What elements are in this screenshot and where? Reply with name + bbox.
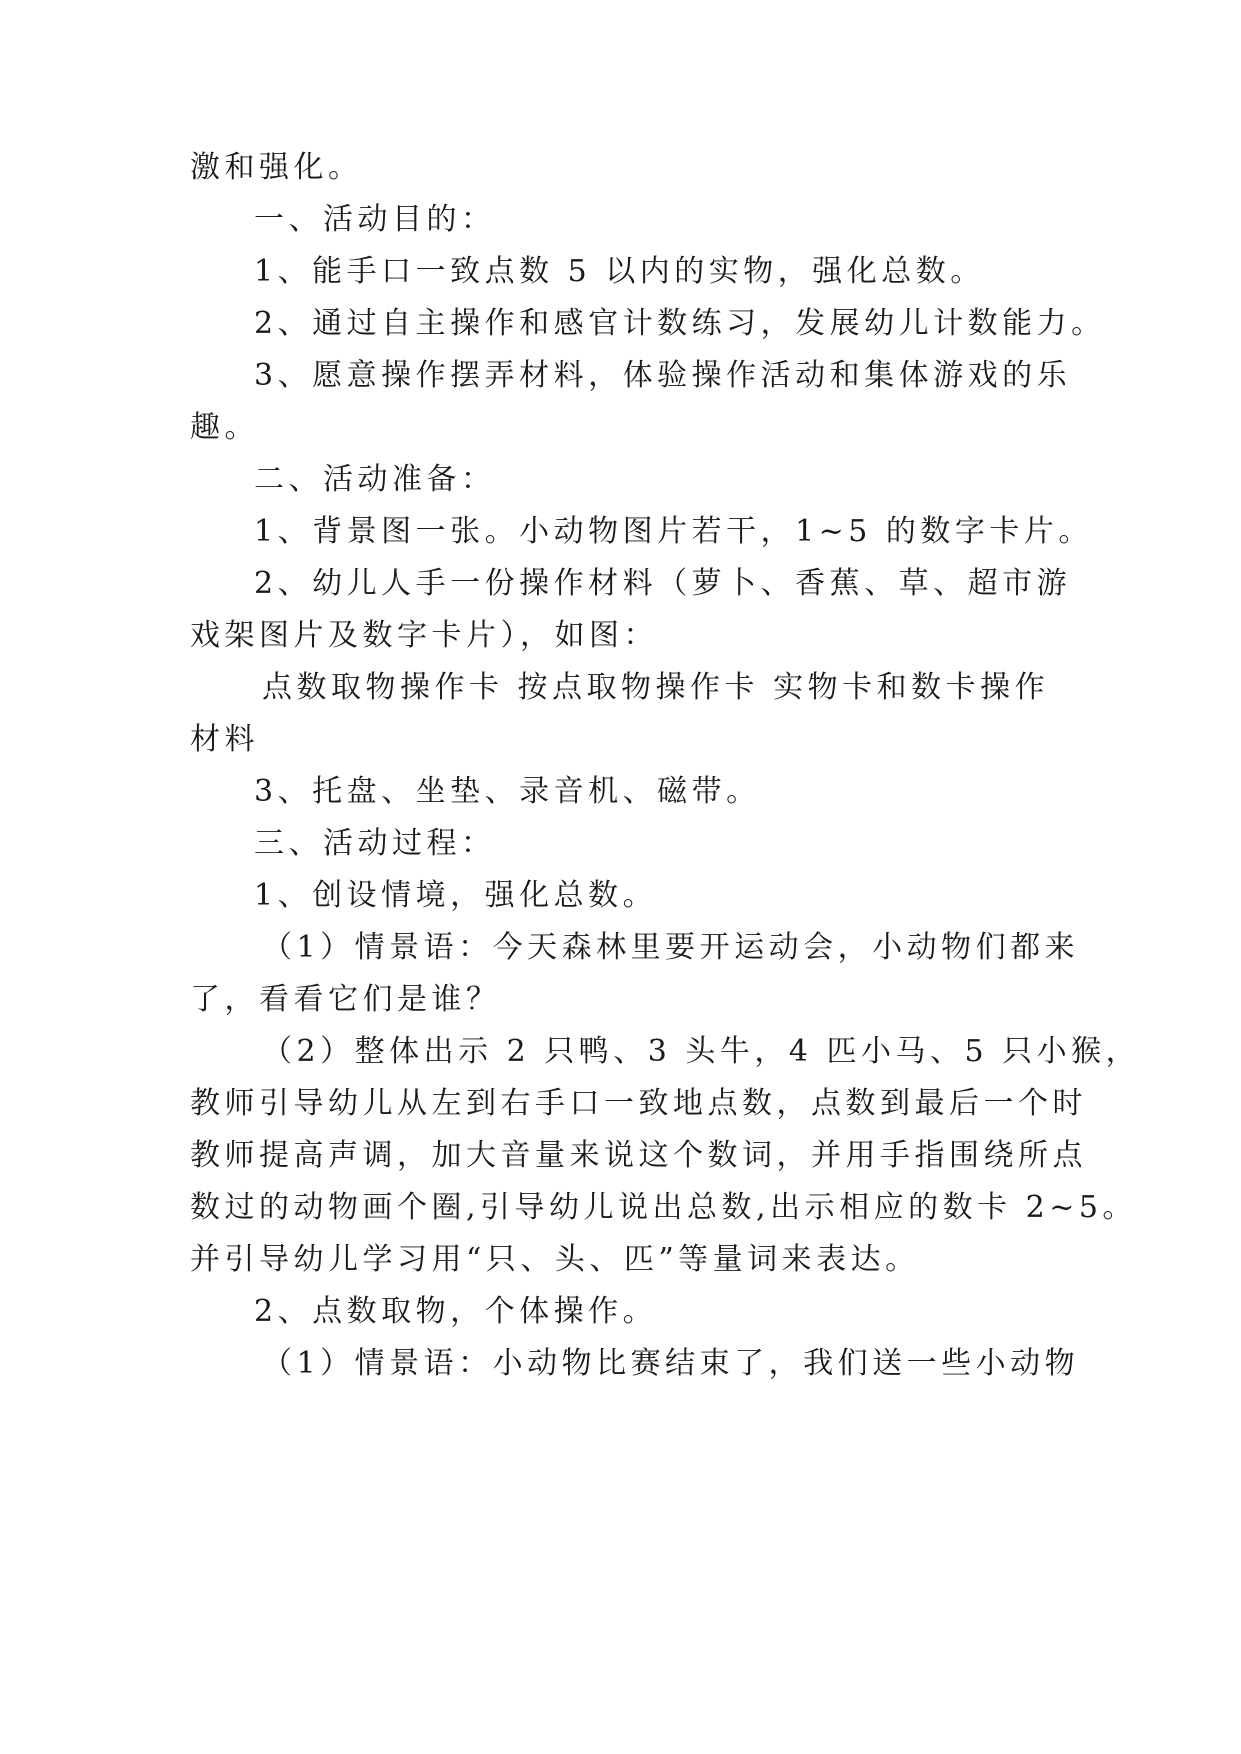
text-line: 并引导幼儿学习用“只、头、匹”等量词来表达。 (190, 1242, 920, 1277)
text-line: 教师引导幼儿从左到右手口一致地点数，点数到最后一个时 (190, 1086, 1087, 1121)
list-item: （2）整体出示 2 只鸭、3 头牛，4 匹小马、5 只小猴， (262, 1034, 1141, 1069)
text-line: 戏架图片及数字卡片），如图： (190, 618, 658, 653)
text-line: 激和强化。 (190, 150, 363, 185)
figure-caption: 点数取物操作卡 按点取物操作卡 实物卡和数卡操作 (262, 670, 1050, 705)
list-item: 2、通过自主操作和感官计数练习，发展幼儿计数能力。 (254, 306, 1106, 341)
section-heading: 三、活动过程： (254, 826, 496, 861)
list-item: （1）情景语：小动物比赛结束了，我们送一些小动物 (262, 1346, 1080, 1381)
text-line: 材料 (190, 722, 259, 757)
list-item: 3、愿意操作摆弄材料，体验操作活动和集体游戏的乐 (254, 358, 1072, 393)
text-line: 数过的动物画个圈,引导幼儿说出总数,出示相应的数卡 2~5。 (190, 1190, 1137, 1225)
text-line: 了，看看它们是谁？ (190, 982, 501, 1017)
list-item: 2、点数取物，个体操作。 (254, 1294, 658, 1329)
text-line: 教师提高声调，加大音量来说这个数词，并用手指围绕所点 (190, 1138, 1087, 1173)
list-item: 1、创设情境，强化总数。 (254, 878, 658, 913)
list-item: （1）情景语：今天森林里要开运动会，小动物们都来 (262, 930, 1080, 965)
section-heading: 一、活动目的： (254, 202, 496, 237)
text-line: 趣。 (190, 410, 259, 445)
list-item: 3、托盘、坐垫、录音机、磁带。 (254, 774, 761, 809)
section-heading: 二、活动准备： (254, 462, 496, 497)
list-item: 1、背景图一张。小动物图片若干，1~5 的数字卡片。 (254, 514, 1093, 549)
list-item: 2、幼儿人手一份操作材料（萝卜、香蕉、草、超市游 (254, 566, 1072, 601)
list-item: 1、能手口一致点数 5 以内的实物，强化总数。 (254, 254, 985, 289)
